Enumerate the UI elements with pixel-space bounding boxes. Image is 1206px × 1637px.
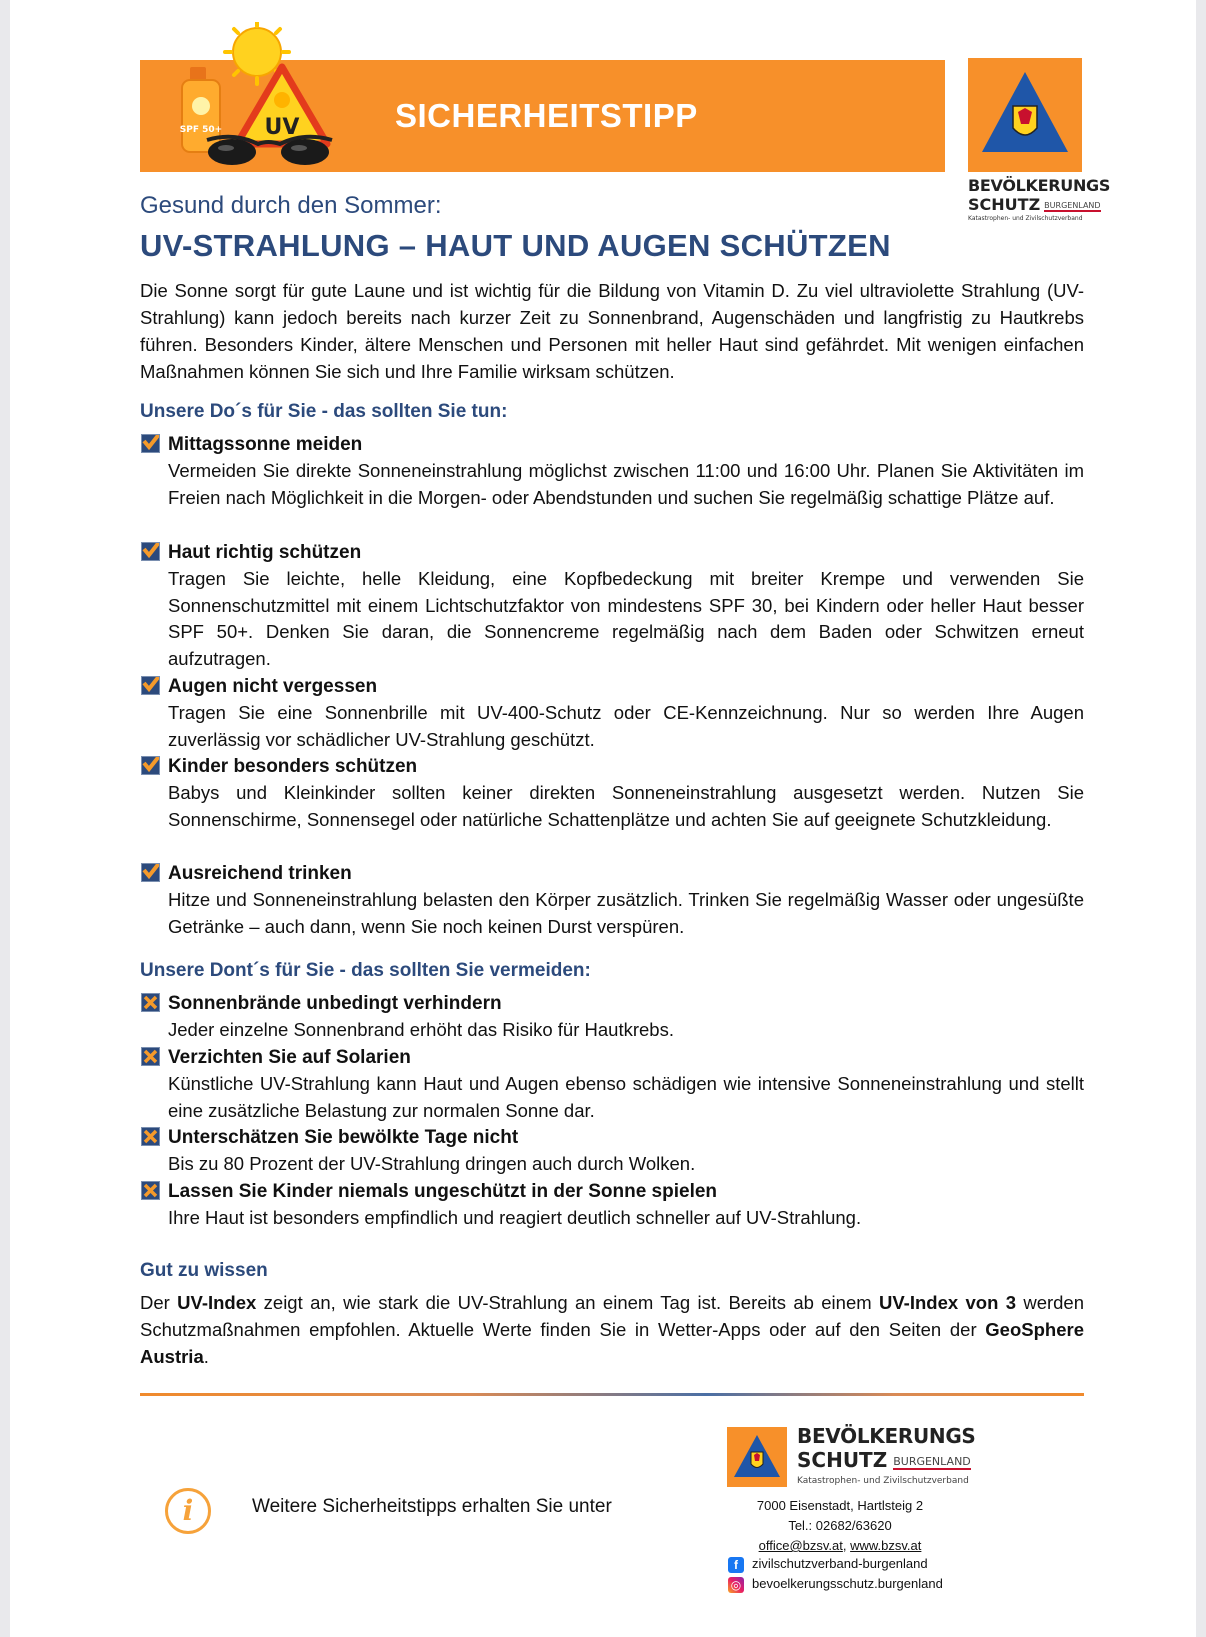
dont-item-title: Lassen Sie Kinder niemals ungeschützt in der Sonne spielen [168, 1181, 718, 1202]
do-item [140, 674, 1084, 753]
instagram-link[interactable]: ◎ bevoelkerungsschutz.burgenland [728, 1576, 943, 1593]
do-item-text: Vermeiden Sie direkte Sonneneinstrahlung möglichst zwischen 11:00 und 16:00 Uhr. Planen Sie Aktivitäten im Freien nach Möglichkeit in die Morgen- oder Abendstunden und suchen Sie regelmäßig schattige Plätze auf. [168, 460, 1084, 508]
do-item-text: Tragen Sie eine Sonnenbrille mit UV-400-Schutz oder CE-Kennzeichnung. Nur so werden Ihre Augen zuverlässig vor schädlicher UV-Strahlung geschützt. [168, 702, 1084, 750]
footer-logo-line2: SCHUTZ BURGENLAND [797, 1448, 971, 1472]
dont-item-text: Bis zu 80 Prozent der UV-Strahlung dringen auch durch Wolken. [168, 1153, 696, 1174]
logo-tagline: Katastrophen- und Zivilschutzverband [968, 215, 1083, 222]
logo-line2: SCHUTZ BURGENLAND [968, 195, 1101, 214]
dont-item-text: Künstliche UV-Strahlung kann Haut und Augen ebenso schädigen wie intensive Sonneneinstrahlung und stellt eine zusätzliche Belastung zur normalen Sonne dar. [168, 1073, 1084, 1121]
dont-item-text: Jeder einzelne Sonnenbrand erhöht das Risiko für Hautkrebs. [168, 1019, 674, 1040]
gut-zu-wissen-text: Der UV-Index zeigt an, wie stark die UV-Strahlung an einem Tag ist. Bereits ab einem UV-Index von 3 werden Schutzmaßnahmen empfohlen. Aktuelle Werte finden Sie in Wetter-Apps oder auf den Seiten der GeoSphere Austria. [140, 1292, 1085, 1367]
dont-item [140, 1045, 1084, 1124]
footer-more-tips-text: Weitere Sicherheitstipps erhalten Sie unter [252, 1496, 612, 1517]
footer-logo-wordmark [797, 1424, 977, 1486]
civil-protection-triangle-icon [968, 58, 1082, 172]
facebook-link[interactable]: f zivilschutzverband-burgenland [728, 1556, 928, 1573]
dos-heading: Unsere Do´s für Sie - das sollten Sie tun: [140, 401, 508, 422]
checkmark-icon [141, 434, 160, 453]
do-item [140, 754, 1084, 833]
checkmark-icon [141, 863, 160, 882]
facebook-icon: f [728, 1557, 744, 1573]
footer-address: 7000 Eisenstadt, Hartlsteig 2 [756, 1498, 924, 1513]
info-icon: i [165, 1488, 211, 1534]
civil-protection-triangle-icon [727, 1427, 787, 1487]
footer-contact-links: office@bzsv.at, www.bzsv.at [758, 1538, 922, 1553]
page-subtitle: Gesund durch den Sommer: [140, 192, 442, 219]
header-banner [140, 60, 945, 172]
dont-item-text: Ihre Haut ist besonders empfindlich und reagiert deutlich schneller auf UV-Strahlung. [168, 1207, 862, 1228]
dont-item-title: Verzichten Sie auf Solarien [168, 1047, 411, 1068]
instagram-icon: ◎ [728, 1577, 744, 1593]
do-item-title: Mittagssonne meiden [168, 434, 363, 455]
footer-phone: Tel.: 02682/63620 [788, 1518, 892, 1533]
bevoelkerungsschutz-logo [968, 58, 1082, 172]
checkmark-icon [141, 756, 160, 775]
do-item [140, 861, 1084, 940]
website-link[interactable]: www.bzsv.at [850, 1538, 922, 1553]
dont-item [140, 991, 1084, 1044]
email-link[interactable]: office@bzsv.at [758, 1538, 843, 1553]
dont-item [140, 1125, 1084, 1178]
cross-mark-icon [141, 1047, 160, 1066]
uv-warning-icon [237, 67, 327, 144]
donts-heading: Unsere Dont´s für Sie - das sollten Sie vermeiden: [140, 960, 591, 981]
footer-logo-line1: BEVÖLKERUNGS [797, 1424, 976, 1448]
cross-mark-icon [141, 1181, 160, 1200]
page-title: UV-STRAHLUNG – HAUT UND AUGEN SCHÜTZEN [140, 228, 891, 263]
do-item [140, 540, 1084, 672]
logo-wordmark [968, 176, 1111, 222]
do-item-title: Augen nicht vergessen [168, 676, 378, 697]
logo-line1: BEVÖLKERUNGS [968, 176, 1111, 195]
sunscreen-uv-illustration [162, 22, 362, 172]
do-item-title: Kinder besonders schützen [168, 756, 418, 777]
cross-mark-icon [141, 993, 160, 1012]
do-item-text: Babys und Kleinkinder sollten keiner direkten Sonneneinstrahlung ausgesetzt werden. Nutzen Sie Sonnenschirme, Sonnensegel oder natürliche Schattenplätze und achten Sie auf geeignete Schutzkleidung. [168, 782, 1084, 830]
do-item-text: Hitze und Sonneneinstrahlung belasten den Körper zusätzlich. Trinken Sie regelmäßig Wasser oder ungesüßte Getränke – auch dann, wenn Sie noch keinen Durst verspüren. [168, 889, 1084, 937]
do-item-title: Haut richtig schützen [168, 542, 362, 563]
dont-item-title: Sonnenbrände unbedingt verhindern [168, 993, 502, 1014]
checkmark-icon [141, 676, 160, 695]
svg-text:SPF 50+: SPF 50+ [179, 125, 223, 135]
do-item-text: Tragen Sie leichte, helle Kleidung, eine Kopfbedeckung mit breiter Krempe und verwenden Sie Sonnenschutzmittel mit einem Lichtschutzfaktor von mindestens SPF 30, bei Kindern oder heller Haut besser SPF 50+. Denken Sie daran, die Sonnencreme regelmäßig nach dem Baden oder Schwitzen erneut aufzutragen. [168, 568, 1084, 669]
dont-item-title: Unterschätzen Sie bewölkte Tage nicht [168, 1127, 519, 1148]
footer-logo-tagline: Katastrophen- und Zivilschutzverband [797, 1475, 969, 1486]
gut-zu-wissen-heading: Gut zu wissen [140, 1260, 268, 1281]
footer-logo [727, 1427, 787, 1487]
checkmark-icon [141, 542, 160, 561]
logo-region: BURGENLAND [1044, 201, 1101, 210]
intro-paragraph: Die Sonne sorgt für gute Laune und ist wichtig für die Bildung von Vitamin D. Zu viel ultraviolette Strahlung (UV-Strahlung) kann jedoch bereits nach kurzer Zeit zu Sonnenbrand, Augenschäden und langfristig zu Hautkrebs führen. Besonders Kinder, ältere Menschen und Personen mit heller Haut sind gefährdet. Mit wenigen einfachen Maßnahmen können Sie sich und Ihre Familie wirksam schützen. [140, 280, 1084, 382]
do-item-title: Ausreichend trinken [168, 863, 352, 884]
do-item [140, 432, 1084, 511]
sunglasses-icon [207, 137, 332, 165]
banner-title: SICHERHEITSTIPP [395, 97, 698, 134]
dont-item [140, 1179, 1084, 1232]
footer-divider [140, 1393, 1084, 1396]
footer-logo-region: BURGENLAND [893, 1454, 971, 1468]
cross-mark-icon [141, 1127, 160, 1146]
svg-text:UV: UV [264, 115, 300, 140]
